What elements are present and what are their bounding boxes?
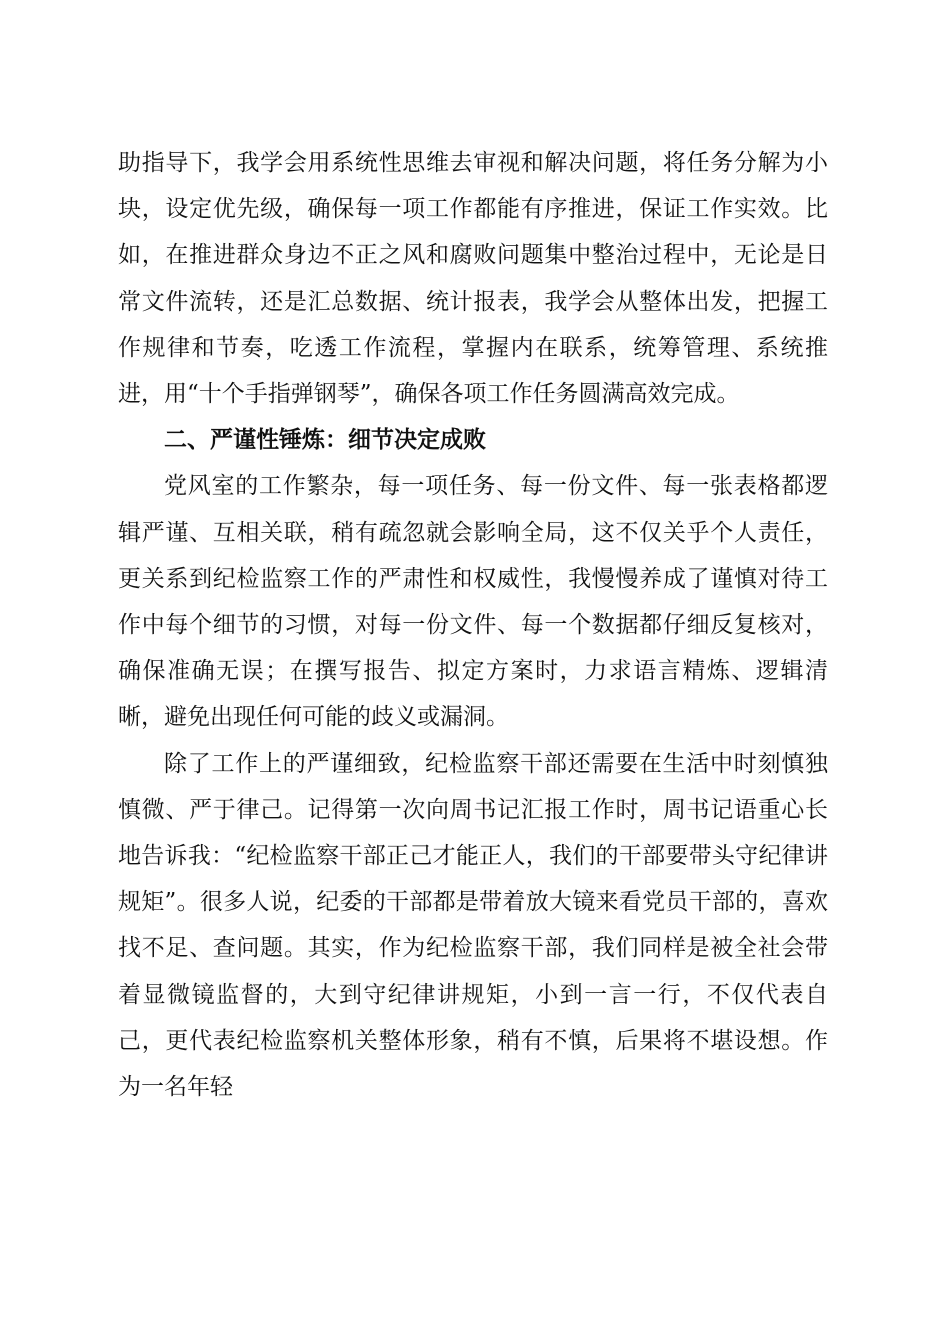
paragraph-2: 党风室的工作繁杂，每一项任务、每一份文件、每一张表格都逻辑严谨、互相关联，稍有疏忽就会影响全局，这不仅关乎个人责任，更关系到纪检监察工作的严肃性和权威性，我慢慢养成了谨慎对待工作中每个细节的习惯，对每一份文件、每一个数据都仔细反复核对，确保准确无误；在撰写报告、拟定方案时，力求语言精炼、逻辑清晰，避免出现任何可能的歧义或漏洞。 bbox=[118, 473, 828, 731]
paragraph-3: 除了工作上的严谨细致，纪检监察干部还需要在生活中时刻慎独慎微、严于律己。记得第一次向周书记汇报工作时，周书记语重心长地告诉我：“纪检监察干部正己才能正人，我们的干部要带头守纪律讲规矩”。很多人说，纪委的干部都是带着放大镜来看党员干部的，喜欢找不足、查问题。其实，作为纪检监察干部，我们同样是被全社会带着显微镜监督的，大到守纪律讲规矩，小到一言一行，不仅代表自己，更代表纪检监察机关整体形象，稍有不慎，后果将不堪设想。作为一名年轻 bbox=[118, 750, 828, 1101]
section-heading: 二、严谨性锤炼：细节决定成败 bbox=[164, 427, 486, 454]
document-body bbox=[118, 140, 828, 1110]
paragraph-continued: 助指导下，我学会用系统性思维去审视和解决问题，将任务分解为小块，设定优先级，确保每一项工作都能有序推进，保证工作实效。比如，在推进群众身边不正之风和腐败问题集中整治过程中，无论是日常文件流转，还是汇总数据、统计报表，我学会从整体出发，把握工作规律和节奏，吃透工作流程，掌握内在联系，统筹管理、系统推进，用“十个手指弹钢琴”，确保各项工作任务圆满高效完成。 bbox=[118, 150, 828, 408]
